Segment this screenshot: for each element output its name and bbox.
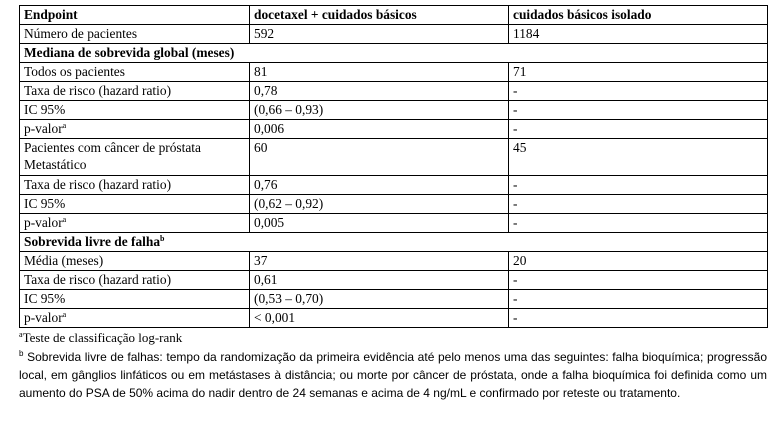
table-row xyxy=(20,120,768,139)
table-row xyxy=(20,82,768,101)
endpoint-label xyxy=(20,309,250,328)
standard-care-value: 20 xyxy=(509,252,768,271)
docetaxel-value: 0,61 xyxy=(250,271,509,290)
docetaxel-value: 81 xyxy=(250,63,509,82)
docetaxel-value: 0,006 xyxy=(250,120,509,139)
footnote-b xyxy=(19,348,767,402)
endpoint-label xyxy=(20,252,250,271)
endpoint-label-text: IC 95% xyxy=(24,196,66,211)
standard-care-value: 71 xyxy=(509,63,768,82)
endpoint-label xyxy=(20,139,250,176)
endpoint-label xyxy=(20,290,250,309)
endpoint-label-text: p-valor xyxy=(24,310,63,325)
section-label xyxy=(20,44,768,63)
table-body xyxy=(20,25,768,328)
docetaxel-value: < 0,001 xyxy=(250,309,509,328)
section-row xyxy=(20,44,768,63)
endpoint-label-text: p-valor xyxy=(24,215,63,230)
docetaxel-value: 37 xyxy=(250,252,509,271)
table-row xyxy=(20,176,768,195)
table-row xyxy=(20,101,768,120)
footnote-marker: a xyxy=(62,121,67,130)
endpoint-label xyxy=(20,214,250,233)
docetaxel-value: (0,62 – 0,92) xyxy=(250,195,509,214)
header-docetaxel-arm: docetaxel + cuidados básicos xyxy=(250,6,509,25)
section-label-text: Sobrevida livre de falha xyxy=(24,234,161,249)
standard-care-value: 45 xyxy=(509,139,768,176)
standard-care-value: - xyxy=(509,309,768,328)
header-endpoint: Endpoint xyxy=(20,6,250,25)
endpoint-label-text: Taxa de risco (hazard ratio) xyxy=(24,177,172,192)
table-row xyxy=(20,271,768,290)
standard-care-value: - xyxy=(509,101,768,120)
endpoint-label xyxy=(20,101,250,120)
endpoint-label xyxy=(20,120,250,139)
docetaxel-value: (0,53 – 0,70) xyxy=(250,290,509,309)
standard-care-value: - xyxy=(509,176,768,195)
endpoint-label-text: p-valor xyxy=(24,121,63,136)
standard-care-value: - xyxy=(509,195,768,214)
endpoint-label-text: IC 95% xyxy=(24,102,66,117)
table-row xyxy=(20,63,768,82)
endpoint-label xyxy=(20,271,250,290)
header-standard-care-arm: cuidados básicos isolado xyxy=(509,6,768,25)
standard-care-value: - xyxy=(509,271,768,290)
footnote-marker: a xyxy=(62,215,67,224)
standard-care-value: - xyxy=(509,290,768,309)
table-row xyxy=(20,309,768,328)
document-page xyxy=(19,5,767,402)
footnote-a-text: Teste de classificação log-rank xyxy=(22,330,183,345)
standard-care-value: - xyxy=(509,120,768,139)
docetaxel-value: 0,76 xyxy=(250,176,509,195)
table-row xyxy=(20,25,768,44)
footnote-marker: a xyxy=(62,310,67,319)
standard-care-value: 1184 xyxy=(509,25,768,44)
table-header-row xyxy=(20,6,768,25)
endpoint-label-text: Média (meses) xyxy=(24,253,104,268)
table-row xyxy=(20,290,768,309)
section-label xyxy=(20,233,768,252)
standard-care-value: - xyxy=(509,82,768,101)
table-row xyxy=(20,252,768,271)
docetaxel-value: 0,005 xyxy=(250,214,509,233)
endpoint-label-text: Taxa de risco (hazard ratio) xyxy=(24,272,172,287)
footnote-b-mark: b xyxy=(19,349,24,358)
footnote-b-text: Sobrevida livre de falhas: tempo da randomização da primeira evidência até pelo menos uma das seguintes: falha bioquímica; progressão local, em gânglios linfáticos ou em metástases à distância; ou morte por câncer de próstata, onde a falha bioquímica foi definida como um aumento do PSA de 50% acima do nadir dentro de 24 semanas e acima de 4 ng/mL e confirmado por reteste ou tratamento. xyxy=(19,350,767,400)
section-label-text: Mediana de sobrevida global (meses) xyxy=(24,45,235,60)
endpoint-label-text: IC 95% xyxy=(24,291,66,306)
docetaxel-value: 592 xyxy=(250,25,509,44)
docetaxel-value: 0,78 xyxy=(250,82,509,101)
standard-care-value: - xyxy=(509,214,768,233)
section-row xyxy=(20,233,768,252)
endpoint-label xyxy=(20,82,250,101)
endpoint-label-text: Pacientes com câncer de próstata Metastático xyxy=(24,140,201,172)
footnote-marker: b xyxy=(160,234,165,243)
results-table xyxy=(19,5,768,328)
docetaxel-value: 60 xyxy=(250,139,509,176)
table-row xyxy=(20,195,768,214)
endpoint-label xyxy=(20,63,250,82)
endpoint-label-text: Taxa de risco (hazard ratio) xyxy=(24,83,172,98)
footnote-a-mark: a xyxy=(19,330,23,339)
endpoint-label xyxy=(20,195,250,214)
endpoint-label-text: Número de pacientes xyxy=(24,26,138,41)
table-row xyxy=(20,214,768,233)
endpoint-label xyxy=(20,176,250,195)
endpoint-label-text: Todos os pacientes xyxy=(24,64,125,79)
endpoint-label xyxy=(20,25,250,44)
footnote-a xyxy=(19,329,767,347)
footnotes xyxy=(19,329,767,402)
docetaxel-value: (0,66 – 0,93) xyxy=(250,101,509,120)
table-row xyxy=(20,139,768,176)
